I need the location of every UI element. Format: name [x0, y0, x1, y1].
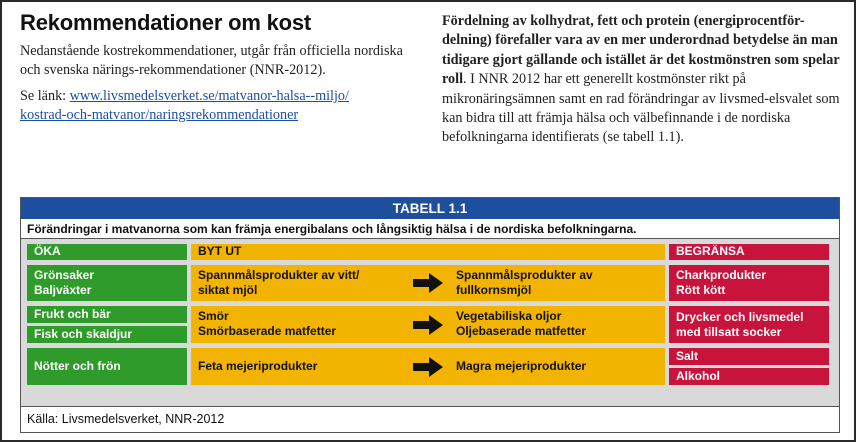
swap-from-line: Spannmålsprodukter av vitt/ — [198, 268, 360, 282]
swap-from-3: Feta mejeriprodukter — [198, 359, 318, 373]
header-increase: ÖKA — [27, 244, 187, 260]
arrow-right-icon — [413, 315, 443, 335]
swap-row-2 — [191, 306, 665, 343]
swap-from-line: Smör — [198, 309, 229, 323]
table-subtitle: Förändringar i matvanorna som kan främja energibalans och långsiktig hälsa i de nordiska befolkningarna. — [21, 219, 839, 239]
swap-from-line: Smörbaserade matfetter — [198, 324, 337, 338]
limit-item: Charkprodukter — [676, 268, 767, 282]
left-column — [20, 10, 420, 125]
swap-row-3 — [191, 348, 665, 385]
arrow-right-icon — [413, 357, 443, 377]
swap-to-1 — [456, 268, 593, 298]
swap-to-3: Magra mejeriprodukter — [456, 359, 587, 373]
swap-to-line: Vegetabiliska oljor — [456, 309, 562, 323]
increase-cell-1 — [27, 265, 187, 301]
increase-cell-4: Nötter och frön — [27, 348, 187, 385]
section-heading: Rekommendationer om kost — [20, 10, 312, 35]
table-title: TABELL 1.1 — [21, 198, 839, 219]
swap-to-line: fullkornsmjöl — [456, 283, 532, 297]
limit-item: med tillsatt socker — [676, 324, 782, 339]
increase-item: Baljväxter — [34, 283, 92, 297]
nnr-link-line2: kostrad-och-matvanor/naringsrekommendationer — [20, 107, 299, 123]
limit-cell-alcohol: Alkohol — [669, 368, 829, 385]
swap-from-2 — [198, 309, 336, 339]
limit-item: Drycker och livsmedel — [676, 309, 804, 324]
right-normal-text: . I NNR 2012 har ett generellt kostmönster rikt på mikronäringsämnen samt en rad förändringar av livsmed-elsvalet som kan bidra till att främja hälsa och välbefinnande i de nordiska befolkningarna identifierats (se tabell 1.1). — [442, 71, 840, 146]
nnr-link[interactable] — [20, 88, 349, 123]
swap-from-line: siktat mjöl — [198, 283, 258, 297]
right-bold-text: Fördelning av kolhydrat, fett och protein (energiprocentför-delning) förefaller vara av en mer underordnad betydelse än man tidigare gjort gällande och istället är det kostmönstren som spelar roll — [442, 13, 840, 88]
swap-to-2 — [456, 309, 586, 339]
increase-cell-3: Fisk och skaldjur — [27, 326, 187, 343]
limit-cell-1 — [669, 265, 829, 301]
table-1-1 — [20, 197, 840, 433]
intro-paragraph: Nedanstående kostrekommendationer, utgår från officiella nordiska och svenska närings-rekommendationer (NNR-2012). — [20, 43, 403, 78]
see-link-prefix: Se länk: — [20, 88, 70, 104]
table-grid — [21, 239, 839, 407]
limit-cell-2 — [669, 306, 829, 343]
swap-to-line: Oljebaserade matfetter — [456, 324, 587, 338]
header-swap: BYT UT — [191, 244, 665, 260]
right-paragraph — [442, 12, 842, 148]
swap-row-1 — [191, 265, 665, 301]
arrow-right-icon — [413, 273, 443, 293]
increase-cell-2: Frukt och bär — [27, 306, 187, 323]
increase-item: Grönsaker — [34, 268, 95, 282]
right-column — [442, 12, 842, 148]
nnr-link-line1: www.livsmedelsverket.se/matvanor-halsa--miljo/ — [69, 88, 349, 104]
table-source: Källa: Livsmedelsverket, NNR-2012 — [27, 412, 225, 426]
header-limit: BEGRÄNSA — [669, 244, 829, 260]
limit-item: Rött kött — [676, 283, 726, 297]
limit-cell-salt: Salt — [669, 348, 829, 365]
swap-from-1 — [198, 268, 359, 298]
link-paragraph — [20, 87, 420, 125]
swap-to-line: Spannmålsprodukter av — [456, 268, 593, 282]
